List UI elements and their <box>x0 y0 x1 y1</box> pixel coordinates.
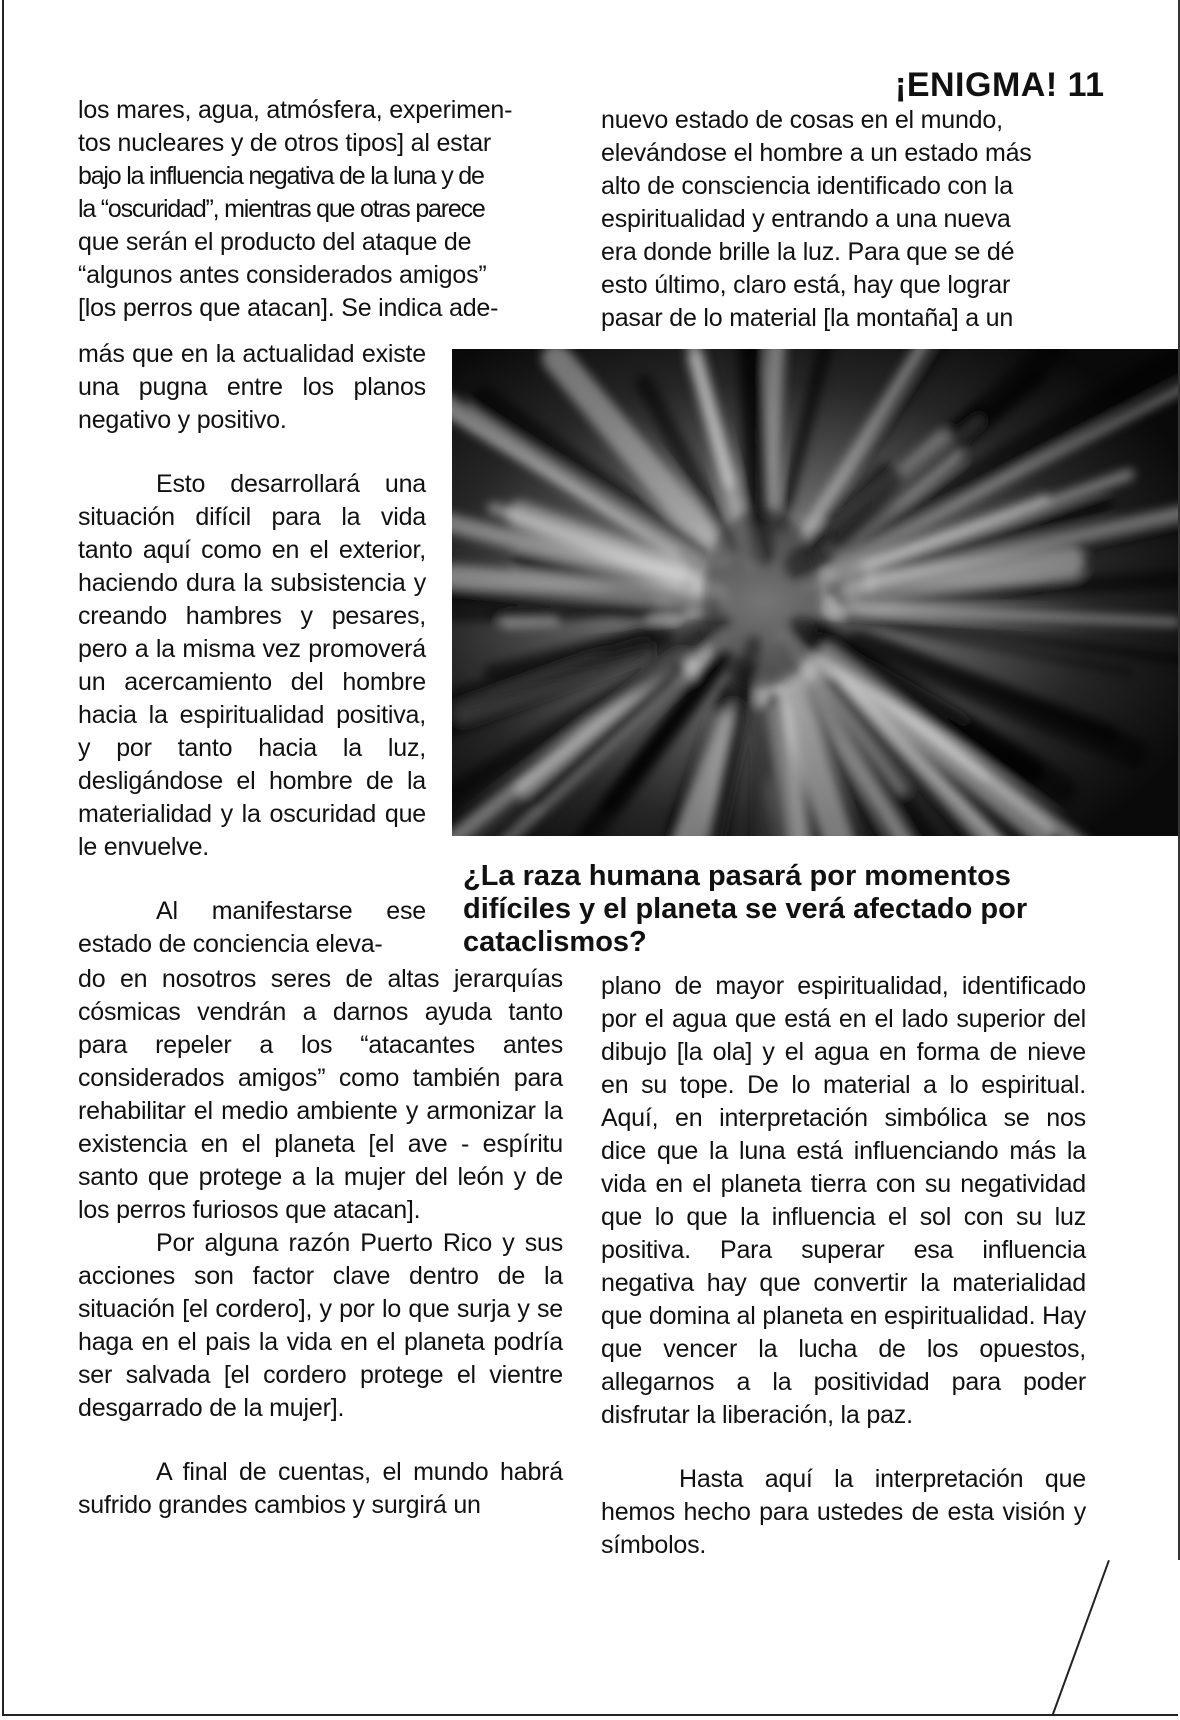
paragraph: plano de mayor espiritualidad, identificado por el agua que está en el lado superior del dibujo [la ola] y el agua en forma de nieve en su tope. De lo material a lo espiritual. Aquí, en interpretación simbólica se nos dice que la luna está influenciando más la vida en el planeta tierra con su negatividad que lo que la influencia el sol con su luz positiva. Para superar esa influencia negativa hay que convertir la materialidad que domina al planeta en espiritualidad. Hay que vencer la lucha de los opuestos, allegarnos a la positividad para poder disfrutar la liberación, la paz. <box>601 972 1086 1429</box>
text-line: la “oscuridad”, mientras que otras parece <box>78 195 485 223</box>
text-line: bajo la influencia negativa de la luna y de <box>78 162 484 190</box>
paragraph: Hasta aquí la interpretación que hemos hecho para ustedes de esta visión y símbolos. <box>601 1465 1086 1559</box>
text-line: esto último, claro está, hay que lograr <box>601 271 1011 299</box>
paragraph: Al manifestarse ese estado de conciencia eleva- <box>78 897 426 958</box>
text-line: alto de consciencia identificado con la <box>601 172 1013 200</box>
text-line: tos nucleares y de otros tipos] al estar <box>78 129 492 157</box>
text-line: era donde brille la luz. Para que se dé <box>601 238 1015 266</box>
text-line: elevándose el hombre a un estado más <box>601 139 1032 167</box>
text-line: nuevo estado de cosas en el mundo, <box>601 106 1003 134</box>
radial-zoom-blur-photo-icon <box>452 349 1178 836</box>
paragraph: Esto desarrollará una situación difícil para la vida tanto aquí como en el exterior, haciendo dura la subsistencia y creando hambres y pesares, pero a la misma vez promoverá un acercamiento del hombre hacia la espiritualidad positiva, y por tanto hacia la luz, desligándose el hombre de la materialidad y la oscuridad que le envuelve. <box>78 470 426 861</box>
left-column-narrow <box>78 338 426 961</box>
right-column-lower <box>601 970 1086 1562</box>
page-header: ¡ENIGMA! 11 <box>895 66 1105 104</box>
left-column-top <box>78 94 563 325</box>
text-line: que serán el producto del ataque de <box>78 228 472 256</box>
article-question-heading: ¿La raza humana pasará por momentos difíciles y el planeta se verá afectado por cataclismos? <box>463 860 1028 958</box>
paragraph: A final de cuentas, el mundo habrá sufrido grandes cambios y surgirá un <box>78 1458 563 1519</box>
text-line: “algunos antes considerados amigos” <box>78 261 487 289</box>
photo-streak <box>759 714 761 836</box>
photo-streak <box>452 605 640 608</box>
text-line: [los perros que atacan]. Se indica ade- <box>78 294 499 322</box>
paragraph: Por alguna razón Puerto Rico y sus acciones son factor clave dentro de la situación [el cordero], y por lo que surja y se haga en el pais la vida en el planeta podría ser salvada [el cordero protege el vientre desgarrado de la mujer]. <box>78 1229 563 1422</box>
text-line: los mares, agua, atmósfera, experimen- <box>78 96 513 124</box>
article-photo <box>452 349 1178 836</box>
text-line: espiritualidad y entrando a una nueva <box>601 205 1011 233</box>
right-column-top <box>601 104 1086 335</box>
paragraph: do en nosotros seres de altas jerarquías cósmicas vendrán a darnos ayuda tanto para repeler a los “atacantes antes considerados amigos” como también para rehabilitar el medio ambiente y armonizar la existencia en el planeta [el ave - espíritu santo que protege a la mujer del león y de los perros furiosos que atacan]. <box>78 965 563 1224</box>
left-column-lower <box>78 963 563 1522</box>
text-line: pasar de lo material [la montaña] a un <box>601 304 1014 332</box>
paragraph: más que en la actualidad existe una pugna entre los planos negativo y positivo. <box>78 340 426 434</box>
